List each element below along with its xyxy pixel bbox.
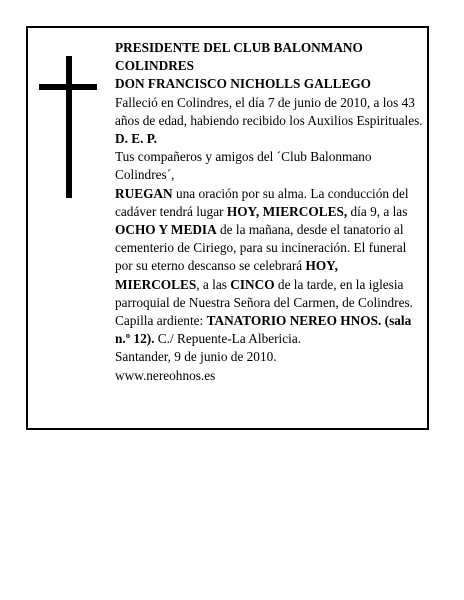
cross-icon [66, 56, 72, 198]
body-text-2: día 9, a las [347, 203, 408, 219]
hoy-miercoles-2: HOY, MIERCOLES [115, 258, 338, 292]
ocho-y-media: OCHO Y MEDIA [115, 222, 217, 238]
title-line-1: PRESIDENTE DEL CLUB BALONMANO COLINDRES [115, 40, 363, 74]
obituary-card [26, 26, 429, 430]
hoy-miercoles: HOY, MIERCOLES, [226, 203, 348, 219]
place-date: Santander, 9 de junio de 2010. [115, 349, 277, 365]
ruegan: RUEGAN [115, 185, 173, 201]
service-paragraph [115, 185, 423, 312]
capilla-line [115, 312, 423, 348]
website-link[interactable]: www.nereohnos.es [115, 367, 216, 383]
cross-icon-bar [39, 84, 97, 90]
obituary-text [115, 39, 423, 385]
tanatorio-name: TANATORIO NEREO HNOS. (sala n.º 12). [115, 313, 412, 347]
capilla-prefix: Capilla ardiente: [115, 313, 207, 329]
title-line-2: DON FRANCISCO NICHOLLS GALLEGO [115, 76, 372, 92]
tanatorio-address: C./ Repuente-La Albericia. [154, 331, 302, 347]
body-text-5: de la tarde, en la iglesia parroquial de Nuestra Señora del Carmen, de Colindres. [115, 276, 413, 310]
dep: D. E. P. [115, 131, 157, 147]
friends-line: Tus compañeros y amigos del ´Club Balonmano Colindres´, [115, 149, 372, 183]
body-text-3: de la mañana, desde el tanatorio al cementerio de Ciriego, para su incineración. El funeral por su eterno descanso se celebrará [115, 222, 407, 274]
body-text-1: una oración por su alma. La conducción del cadáver tendrá lugar [115, 185, 409, 219]
body-text-4: , a las [196, 276, 231, 292]
cinco: CINCO [230, 276, 275, 292]
death-notice: Falleció en Colindres, el día 7 de junio de 2010, a los 43 años de edad, habiendo recibido los Auxilios Espirituales. [115, 94, 423, 128]
